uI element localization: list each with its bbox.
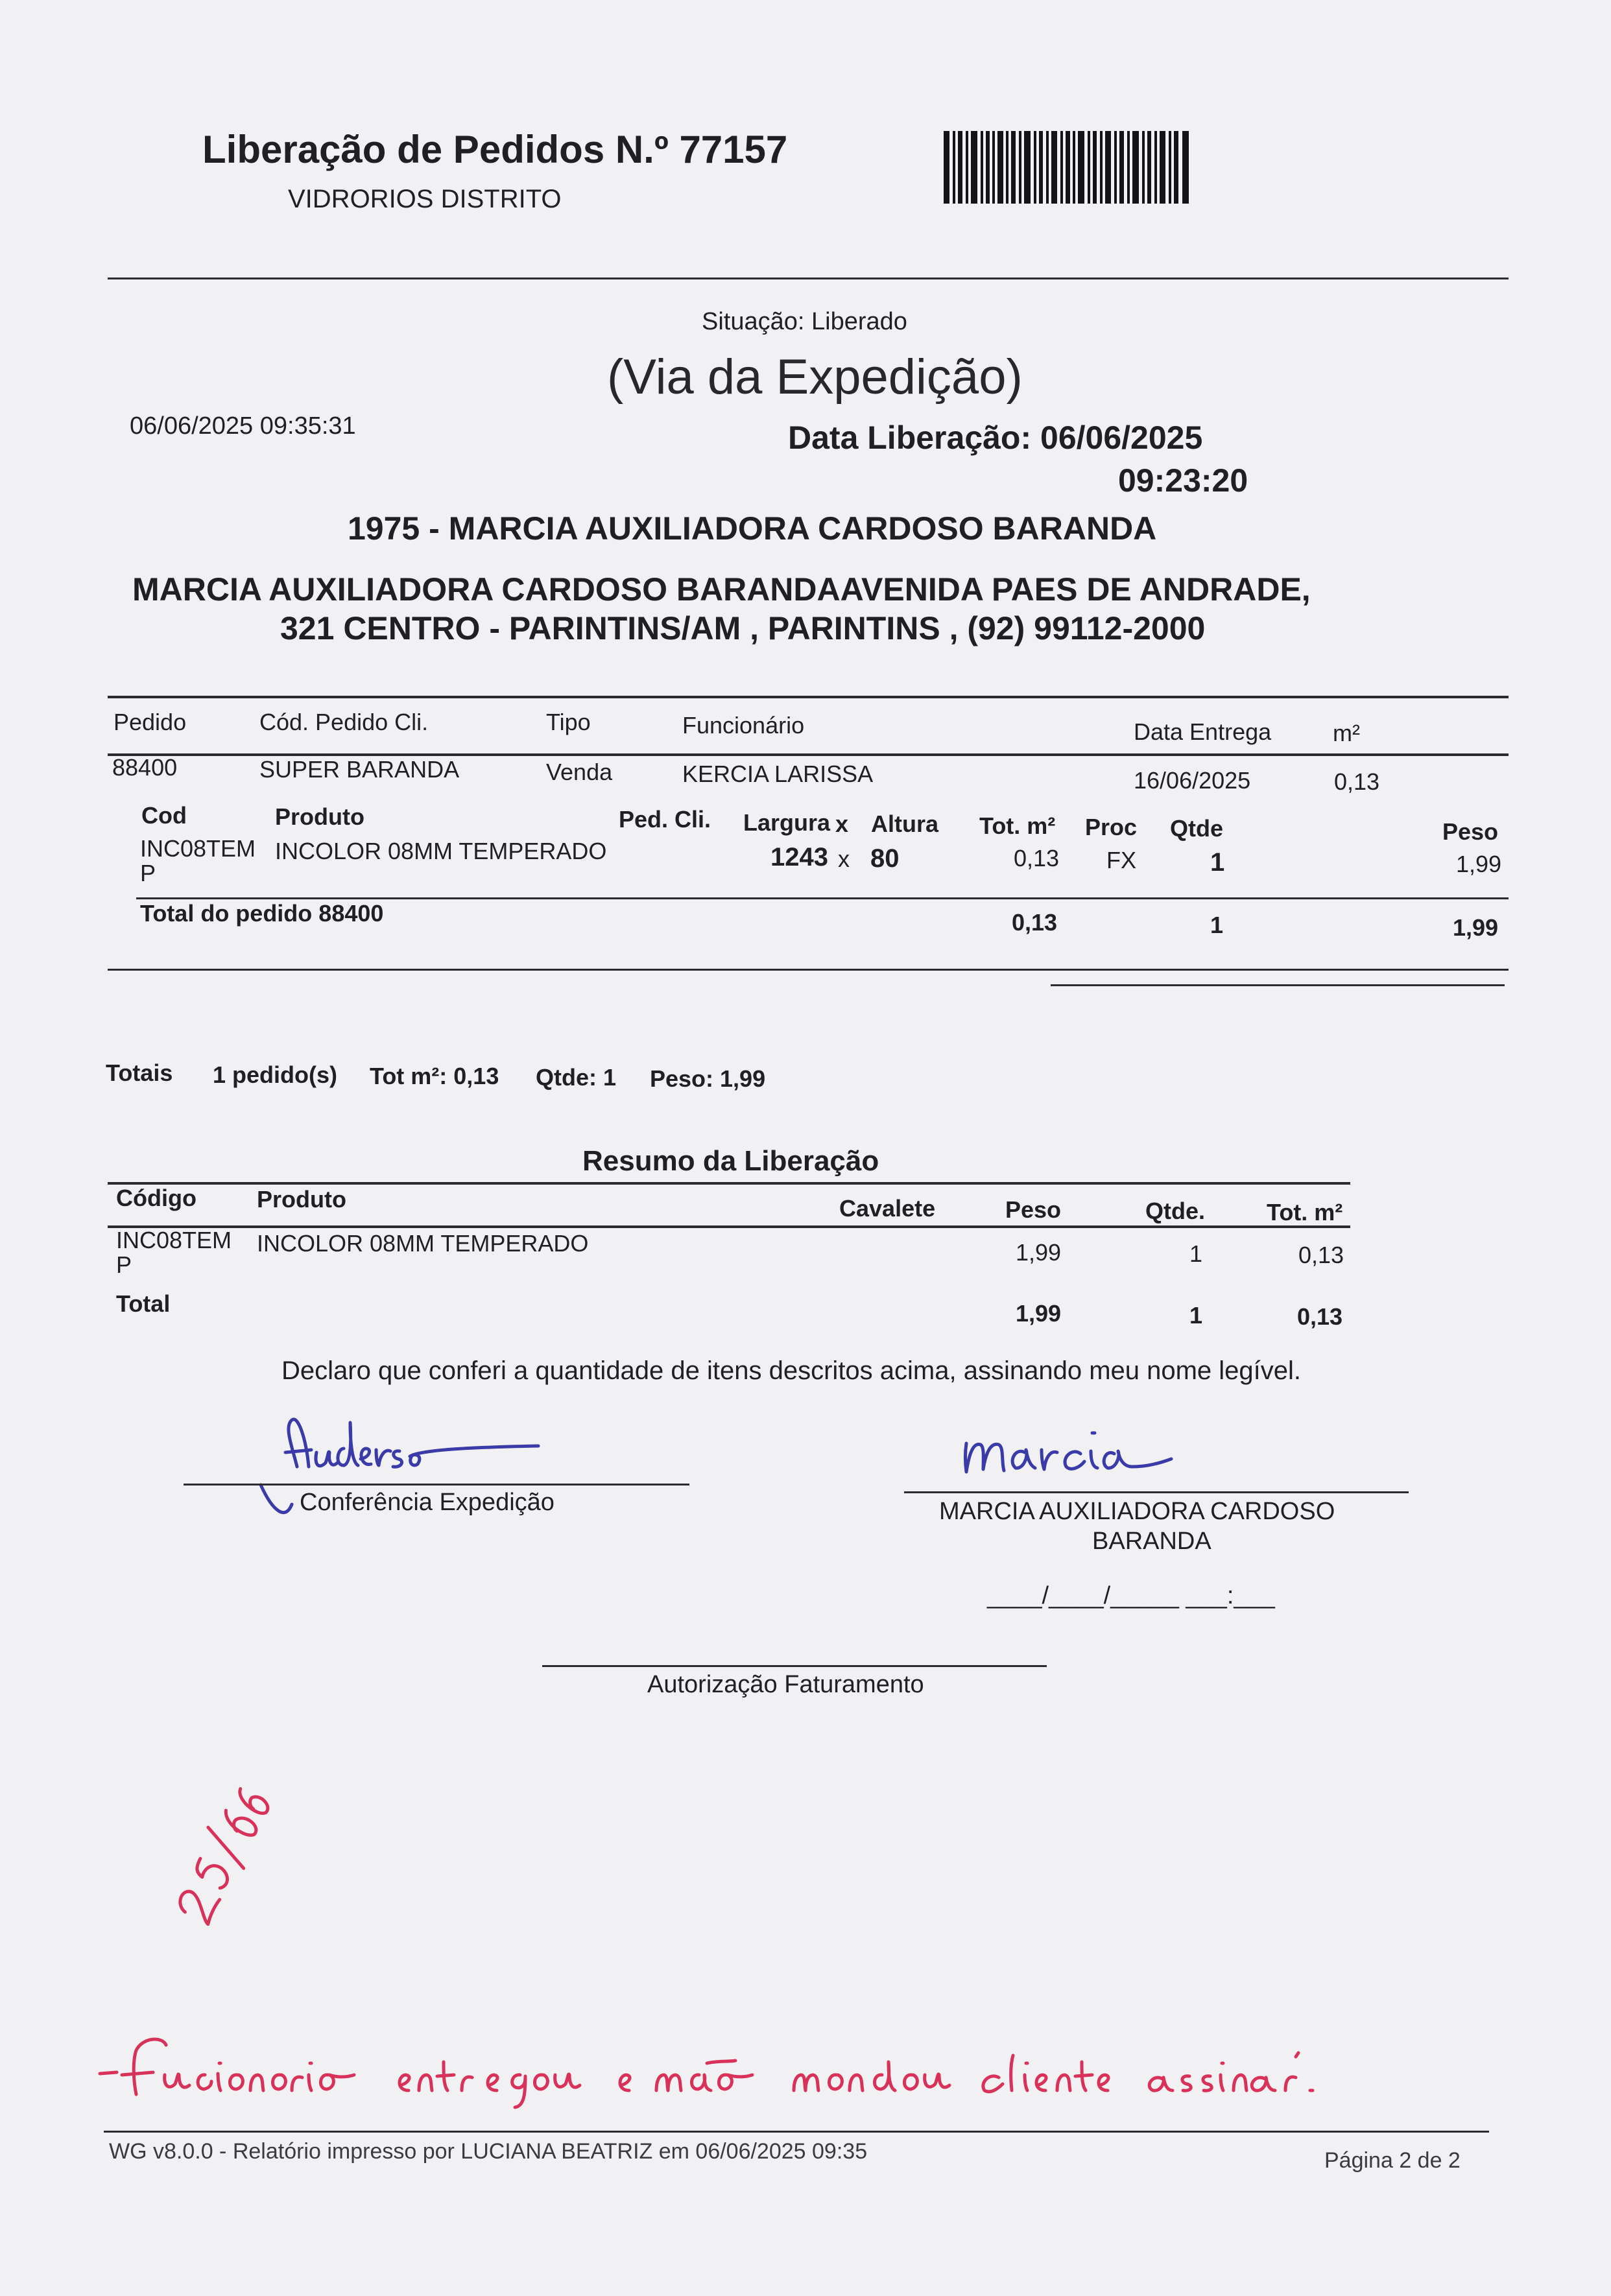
- order-table-end-rule: [1051, 984, 1505, 986]
- item-product: INCOLOR 08MM TEMPERADO: [275, 838, 607, 864]
- item-times: x: [838, 846, 850, 872]
- item-weight: 1,99: [1456, 851, 1502, 877]
- order-m2: 0,13: [1334, 768, 1380, 795]
- col-header-data-entrega: Data Entrega: [1134, 718, 1272, 745]
- totals-weight: Peso: 1,99: [650, 1065, 766, 1092]
- summary-total-weight: 1,99: [1016, 1300, 1062, 1327]
- declaration-text: Declaro que conferi a quantidade de itens descritos acima, assinando meu nome legível.: [281, 1356, 1302, 1385]
- summary-product: INCOLOR 08MM TEMPERADO: [257, 1230, 589, 1257]
- company-name: VIDRORIOS DISTRITO: [288, 185, 562, 213]
- footer-rule: [104, 2131, 1489, 2133]
- item-header-peso: Peso: [1442, 818, 1499, 845]
- item-width: 1243: [770, 843, 828, 871]
- summary-m2: 0,13: [1298, 1242, 1344, 1268]
- item-header-produto: Produto: [275, 803, 364, 830]
- summary-header-peso: Peso: [1005, 1196, 1062, 1223]
- client-code-name: 1975 - MARCIA AUXILIADORA CARDOSO BARANDA: [348, 510, 1157, 547]
- summary-header-produto: Produto: [257, 1186, 346, 1213]
- delivery-date: 16/06/2025: [1134, 767, 1251, 794]
- page-number: Página 2 de 2: [1324, 2148, 1461, 2173]
- release-time: 09:23:20: [1118, 462, 1248, 499]
- summary-total-label: Total: [116, 1290, 171, 1317]
- release-date: Data Liberação: 06/06/2025: [788, 420, 1203, 456]
- summary-header-codigo: Código: [116, 1185, 197, 1211]
- handwritten-remark: [91, 2023, 1453, 2120]
- col-header-tipo: Tipo: [546, 709, 591, 735]
- document-title: Liberação de Pedidos N.º 77157: [202, 128, 788, 171]
- totals-qty: Qtde: 1: [536, 1064, 617, 1091]
- summary-header-rule: [108, 1225, 1350, 1228]
- item-header-cod: Cod: [141, 802, 187, 829]
- col-header-m2: m²: [1333, 720, 1360, 746]
- summary-weight: 1,99: [1016, 1239, 1062, 1266]
- client-address-line2: 321 CENTRO - PARINTINS/AM , PARINTINS , (92) 99112-2000: [280, 610, 1206, 646]
- left-signature-label: Conferência Expedição: [300, 1489, 555, 1516]
- item-header-largura: Largura: [743, 809, 831, 836]
- right-signature-line: [904, 1491, 1409, 1493]
- right-signature-label-line2: BARANDA: [1092, 1528, 1211, 1555]
- summary-code-line2: P: [116, 1251, 132, 1278]
- item-header-altura: Altura: [871, 811, 939, 837]
- item-header-tot-m2: Tot. m²: [979, 812, 1056, 839]
- right-signature-label-line1: MARCIA AUXILIADORA CARDOSO: [939, 1498, 1335, 1525]
- summary-top-rule: [108, 1182, 1350, 1185]
- order-total-label: Total do pedido 88400: [140, 900, 384, 927]
- summary-header-cavalete: Cavalete: [839, 1195, 936, 1222]
- col-header-cod-pedido-cli: Cód. Pedido Cli.: [259, 709, 429, 735]
- totals-orders: 1 pedido(s): [213, 1061, 338, 1088]
- summary-code-line1: INC08TEM: [116, 1227, 232, 1253]
- status-text: Situação: Liberado: [702, 308, 907, 335]
- item-code-line1: INC08TEM: [140, 835, 256, 862]
- totals-label: Totais: [106, 1059, 173, 1086]
- order-total-weight: 1,99: [1453, 914, 1499, 941]
- order-total-rule: [136, 897, 1509, 899]
- order-table-bottom-rule: [108, 969, 1509, 971]
- item-qty: 1: [1210, 848, 1225, 877]
- authorization-line: [542, 1665, 1047, 1667]
- handwritten-date-note: [149, 1777, 305, 1945]
- col-header-pedido: Pedido: [113, 709, 187, 735]
- item-tot-m2: 0,13: [1014, 845, 1060, 871]
- client-address-line1: MARCIA AUXILIADORA CARDOSO BARANDAAVENIDA PAES DE ANDRADE,: [132, 571, 1311, 608]
- summary-title: Resumo da Liberação: [582, 1145, 879, 1177]
- client-order-code: SUPER BARANDA: [259, 756, 460, 783]
- order-total-m2: 0,13: [1012, 909, 1058, 936]
- item-height: 80: [870, 844, 900, 873]
- order-total-qty: 1: [1210, 912, 1224, 938]
- header-divider: [108, 278, 1509, 279]
- summary-total-m2: 0,13: [1297, 1303, 1343, 1330]
- client-signature: [953, 1407, 1200, 1485]
- order-number: 88400: [112, 754, 178, 781]
- summary-total-qty: 1: [1189, 1302, 1203, 1329]
- col-header-funcionario: Funcionário: [682, 712, 805, 739]
- item-code-line2: P: [140, 860, 156, 886]
- summary-header-tot-m2: Tot. m²: [1267, 1199, 1343, 1225]
- summary-qty: 1: [1189, 1240, 1203, 1267]
- order-employee: KERCIA LARISSA: [682, 761, 874, 787]
- date-time-blank: ____/____/_____ ___:___: [987, 1582, 1275, 1609]
- summary-header-qtde: Qtde.: [1145, 1198, 1206, 1224]
- totals-m2: Tot m²: 0,13: [370, 1063, 499, 1089]
- left-signature-line: [184, 1484, 689, 1485]
- item-header-qtde: Qtde: [1170, 815, 1224, 842]
- order-type: Venda: [546, 759, 613, 785]
- copy-type-heading: (Via da Expedição): [607, 349, 1023, 405]
- item-proc: FX: [1106, 847, 1137, 873]
- authorization-label: Autorização Faturamento: [647, 1671, 924, 1698]
- order-table-top-rule: [108, 696, 1509, 698]
- printed-datetime: 06/06/2025 09:35:31: [130, 412, 356, 440]
- barcode: [944, 131, 1190, 204]
- item-header-ped-cli: Ped. Cli.: [619, 806, 711, 833]
- item-header-x: x: [835, 811, 849, 837]
- footer-print-info: WG v8.0.0 - Relatório impresso por LUCIANA BEATRIZ em 06/06/2025 09:35: [109, 2139, 868, 2164]
- item-header-proc: Proc: [1085, 814, 1138, 840]
